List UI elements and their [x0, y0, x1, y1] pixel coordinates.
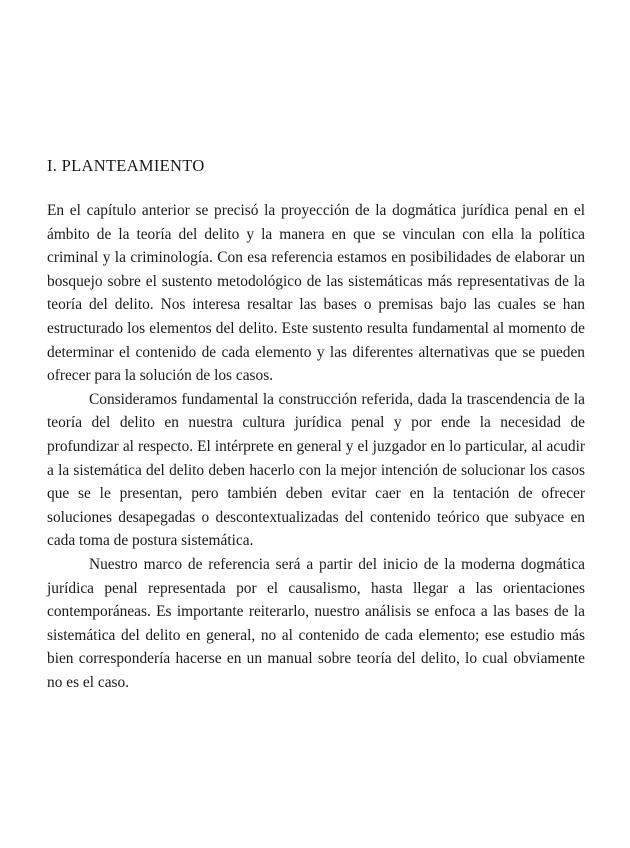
paragraph-2: Consideramos fundamental la construcción referida, dada la trascendencia de la teoría del delito en nuestra cultura jurídica penal y por ende la necesidad de profundizar al respecto. El intérprete en general y el juzgador en lo particular, al acudir a la sistemática del delito deben hacerlo con la mejor intención de solucionar los casos que se le presentan, pero también deben evitar caer en la tentación de ofrecer soluciones desapegadas o descontextualizadas del contenido teórico que subyace en cada toma de postura sistemática. — [47, 390, 585, 550]
paragraph-3: Nuestro marco de referencia será a partir del inicio de la moderna dogmática jurídica penal representada por el causalismo, hasta llegar a las orientaciones contemporáneas. Es importante reiterarlo, nuestro análisis se enfoca a las bases de la sistemática del delito en general, no al contenido de cada elemento; ese estudio más bien correspondería hacerse en un manual sobre teoría del delito, lo cual obviamente no es el caso. — [47, 555, 585, 691]
section-heading: I. PLANTEAMIENTO — [47, 156, 205, 175]
paragraph-1: En el capítulo anterior se precisó la proyección de la dogmática jurídica penal en el ámbito de la teoría del delito y la manera en que se vinculan con ella la política criminal y la criminología. Con esa referencia estamos en posibilidades de elaborar un bosquejo sobre el sustento metodológico de las sistemáticas más representativas de la teoría del delito. Nos interesa resaltar las bases o premisas bajo las cuales se han estructurado los elementos del delito. Este sustento resulta fundamental al momento de determinar el contenido de cada elemento y las diferentes alternativas que se pueden ofrecer para la solución de los casos. — [47, 202, 585, 385]
document-page — [47, 155, 585, 694]
